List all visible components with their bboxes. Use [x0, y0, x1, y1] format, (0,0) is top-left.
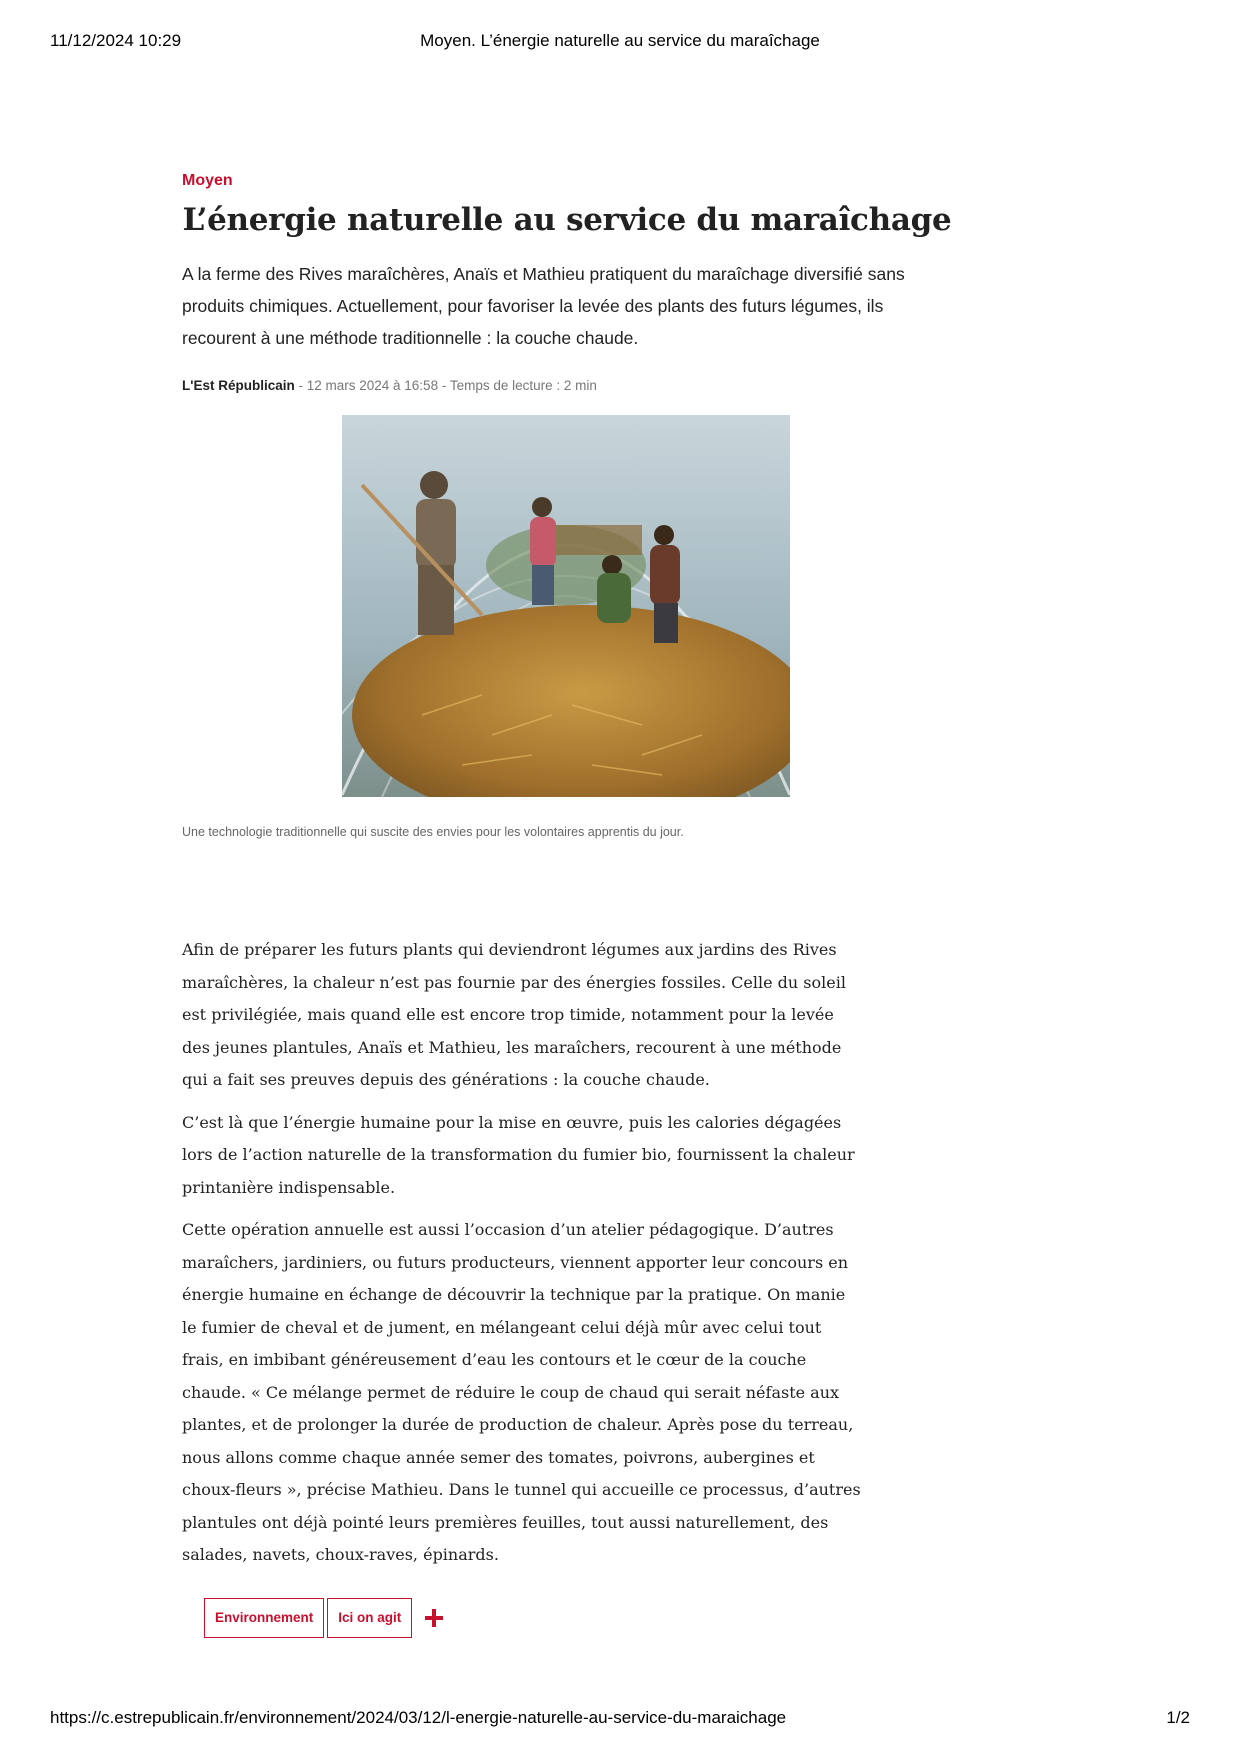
article-headline: L’énergie naturelle au service du maraîchage: [182, 202, 952, 238]
article-lead: A la ferme des Rives maraîchères, Anaïs et Mathieu pratiquent du maraîchage diversifié sans produits chimiques. Actuellement, pour favoriser la levée des plants des futurs légumes, ils recourent à une méthode traditionnelle : la couche chaude.: [182, 264, 905, 348]
body-paragraph: Cette opération annuelle est aussi l’occasion d’un atelier pédagogique. D’autres maraîchers, jardiniers, ou futurs producteurs, viennent apporter leur concours en énergie humaine en échange de découvrir la technique par la pratique. On manie le fumier de cheval et de jument, en mélangeant celui déjà mûr avec celui tout frais, en imbibant généreusement d’eau les contours et le cœur de la couche chaude. « Ce mélange permet de réduire le coup de chaud qui serait néfaste aux plantes, et de prolonger la durée de production de chaleur. Après pose du terreau, nous allons comme chaque année semer des tomates, poivrons, aubergines et choux-fleurs », précise Mathieu. Dans le tunnel qui accueille ce processus, d’autres plantules ont déjà pointé leurs premières feuilles, tout aussi naturellement, des salades, navets, choux-raves, épinards.: [182, 1220, 861, 1564]
byline-reading-time: Temps de lecture : 2 min: [449, 378, 597, 393]
print-page-title: Moyen. L’énergie naturelle au service du maraîchage: [420, 31, 820, 50]
tag-environnement[interactable]: Environnement: [204, 1598, 324, 1638]
tag-list: [204, 1598, 445, 1638]
print-url: https://c.estrepublicain.fr/environnement/2024/03/12/l-energie-naturelle-au-service-du-maraichage: [50, 1708, 787, 1727]
article-byline: [182, 378, 952, 393]
byline-source[interactable]: L'Est Républicain: [182, 378, 295, 393]
article-kicker[interactable]: Moyen: [182, 172, 233, 189]
print-page-number: 1/2: [1166, 1708, 1190, 1727]
article-photo: [342, 415, 790, 797]
print-datetime: 11/12/2024 10:29: [50, 31, 182, 50]
body-paragraph: C’est là que l’énergie humaine pour la mise en œuvre, puis les calories dégagées lors de l’action naturelle de la transformation du fumier bio, fournissent la chaleur printanière indispensable.: [182, 1112, 855, 1197]
body-paragraph: Afin de préparer les futurs plants qui deviendront légumes aux jardins des Rives maraîchères, la chaleur n’est pas fournie par des énergies fossiles. Celle du soleil est privilégiée, mais quand elle est encore trop timide, notamment pour la levée des jeunes plantules, Anaïs et Mathieu, les maraîchers, recourent à une méthode qui a fait ses preuves depuis des générations : la couche chaude.: [182, 940, 846, 1089]
plus-icon[interactable]: [423, 1607, 445, 1629]
photo-caption: Une technologie traditionnelle qui suscite des envies pour les volontaires apprentis du jour.: [182, 825, 684, 839]
tag-ici-on-agit[interactable]: Ici on agit: [327, 1598, 412, 1638]
article-body: [182, 934, 862, 1582]
byline-date: - 12 mars 2024 à 16:58 -: [294, 378, 450, 393]
